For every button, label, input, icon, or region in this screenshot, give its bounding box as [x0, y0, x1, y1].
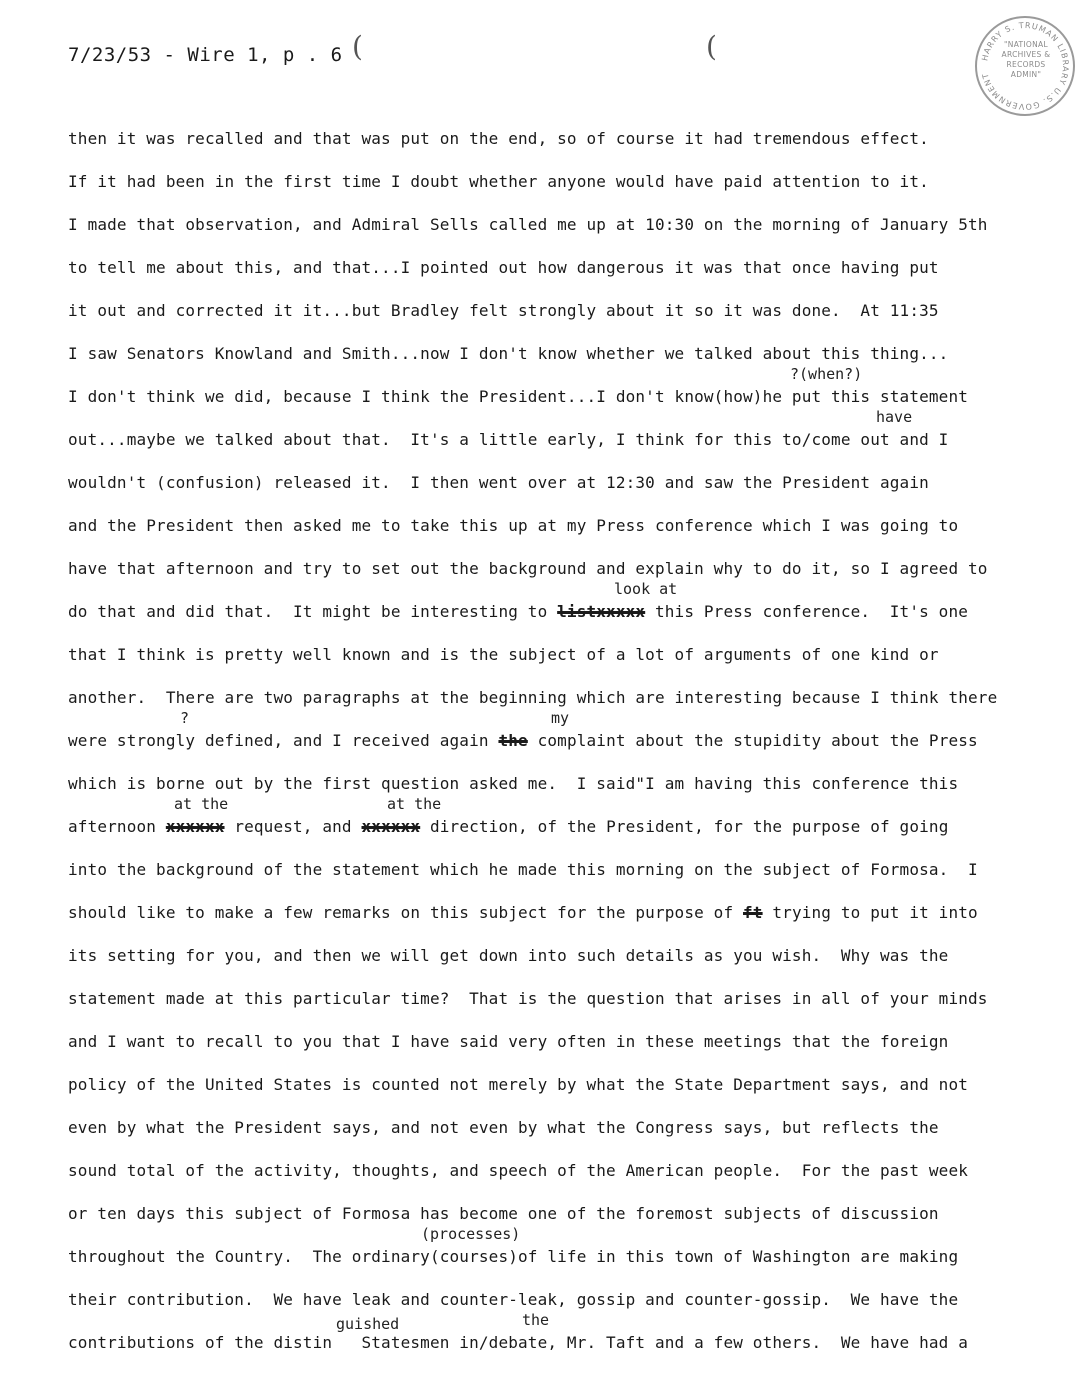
handwritten-insert: ?(when?): [790, 365, 863, 383]
text-line: even by what the President says, and not even by what the Congress says, but reflects the: [68, 1118, 939, 1137]
text-line: or ten days this subject of Formosa has become one of the foremost subjects of discussion: [68, 1204, 939, 1223]
text-line: which is borne out by the first question asked me. I said"I am having this conference this: [68, 774, 959, 793]
margin-mark: (: [706, 30, 717, 63]
text-line: I made that observation, and Admiral Sells called me up at 10:30 on the morning of January 5th: [68, 215, 988, 234]
archive-stamp: [975, 16, 1075, 116]
text-line: I don't think we did, because I think the President...I don't know(how)he put this statement: [68, 387, 969, 406]
text-line: then it was recalled and that was put on the end, so of course it had tremendous effect.: [68, 129, 929, 148]
handwritten-insert: my: [551, 709, 570, 727]
handwritten-insert: (processes): [421, 1225, 521, 1243]
struck-text: xxxxxx: [361, 817, 421, 836]
text-line: it out and corrected it it...but Bradley felt strongly about it so it was done. At 11:35: [68, 301, 939, 320]
text-line: wouldn't (confusion) released it. I then went over at 12:30 and saw the President again: [68, 473, 929, 492]
margin-mark: (: [352, 30, 363, 63]
text-line: sound total of the activity, thoughts, and speech of the American people. For the past week: [68, 1161, 969, 1180]
handwritten-insert: the: [522, 1311, 550, 1329]
text-line: [68, 903, 978, 922]
text-line: contributions of the distin Statesmen in/debate, Mr. Taft and a few others. We have had a: [68, 1333, 969, 1352]
handwritten-insert: at the: [387, 795, 442, 813]
text-segment: were strongly defined, and I received again: [68, 731, 499, 750]
text-segment: do that and did that. It might be interesting to: [68, 602, 558, 621]
text-line: its setting for you, and then we will get down into such details as you wish. Why was the: [68, 946, 949, 965]
text-line: and I want to recall to you that I have said very often in these meetings that the foreign: [68, 1032, 949, 1051]
struck-text: xxxxxx: [165, 817, 225, 836]
text-line: [68, 817, 948, 836]
handwritten-insert: have: [876, 408, 913, 426]
text-line: that I think is pretty well known and is the subject of a lot of arguments of one kind or: [68, 645, 939, 664]
text-line: to tell me about this, and that...I pointed out how dangerous it was that once having put: [68, 258, 939, 277]
text-line: policy of the United States is counted not merely by what the State Department says, and not: [68, 1075, 969, 1094]
text-line: If it had been in the first time I doubt whether anyone would have paid attention to it.: [68, 172, 929, 191]
text-segment: request, and: [224, 817, 362, 836]
text-line: another. There are two paragraphs at the beginning which are interesting because I think there: [68, 688, 998, 707]
struck-text: listxxxxx: [557, 602, 646, 621]
text-line: I saw Senators Knowland and Smith...now I don't know whether we talked about this thing...: [68, 344, 949, 363]
struck-text: ft: [743, 903, 763, 922]
text-line: and the President then asked me to take this up at my Press conference which I was going to: [68, 516, 959, 535]
text-line: [68, 602, 968, 621]
text-segment: trying to put it into: [762, 903, 978, 922]
handwritten-insert: ?: [180, 709, 190, 727]
text-line: have that afternoon and try to set out the background and explain why to do it, so I agreed to: [68, 559, 988, 578]
handwritten-insert: look at: [614, 580, 678, 598]
handwritten-insert: guished: [336, 1315, 400, 1333]
text-line: out...maybe we talked about that. It's a little early, I think for this to/come out and I: [68, 430, 949, 449]
text-line: into the background of the statement which he made this morning on the subject of Formosa. I: [68, 860, 978, 879]
stamp-center-text: "NATIONAL ARCHIVES & RECORDS ADMIN": [1001, 40, 1051, 79]
text-segment: complaint about the stupidity about the Press: [527, 731, 978, 750]
text-line: throughout the Country. The ordinary(courses)of life in this town of Washington are making: [68, 1247, 959, 1266]
text-line: statement made at this particular time? That is the question that arises in all of your minds: [68, 989, 988, 1008]
svg-text:HARRY S. TRUMAN LIBRARY U.S. G: HARRY S. TRUMAN LIBRARY U.S. GOVERNMENT: [980, 20, 1071, 112]
text-segment: this Press conference. It's one: [645, 602, 969, 621]
handwritten-insert: at the: [174, 795, 229, 813]
text-segment: direction, of the President, for the purpose of going: [420, 817, 949, 836]
text-line: [68, 731, 978, 750]
struck-text: the: [498, 731, 528, 750]
text-line: their contribution. We have leak and counter-leak, gossip and counter-gossip. We have the: [68, 1290, 959, 1309]
page-header: 7/23/53 - Wire 1, p . 6: [68, 44, 343, 66]
text-segment: should like to make a few remarks on this subject for the purpose of: [68, 903, 744, 922]
text-segment: afternoon: [68, 817, 166, 836]
